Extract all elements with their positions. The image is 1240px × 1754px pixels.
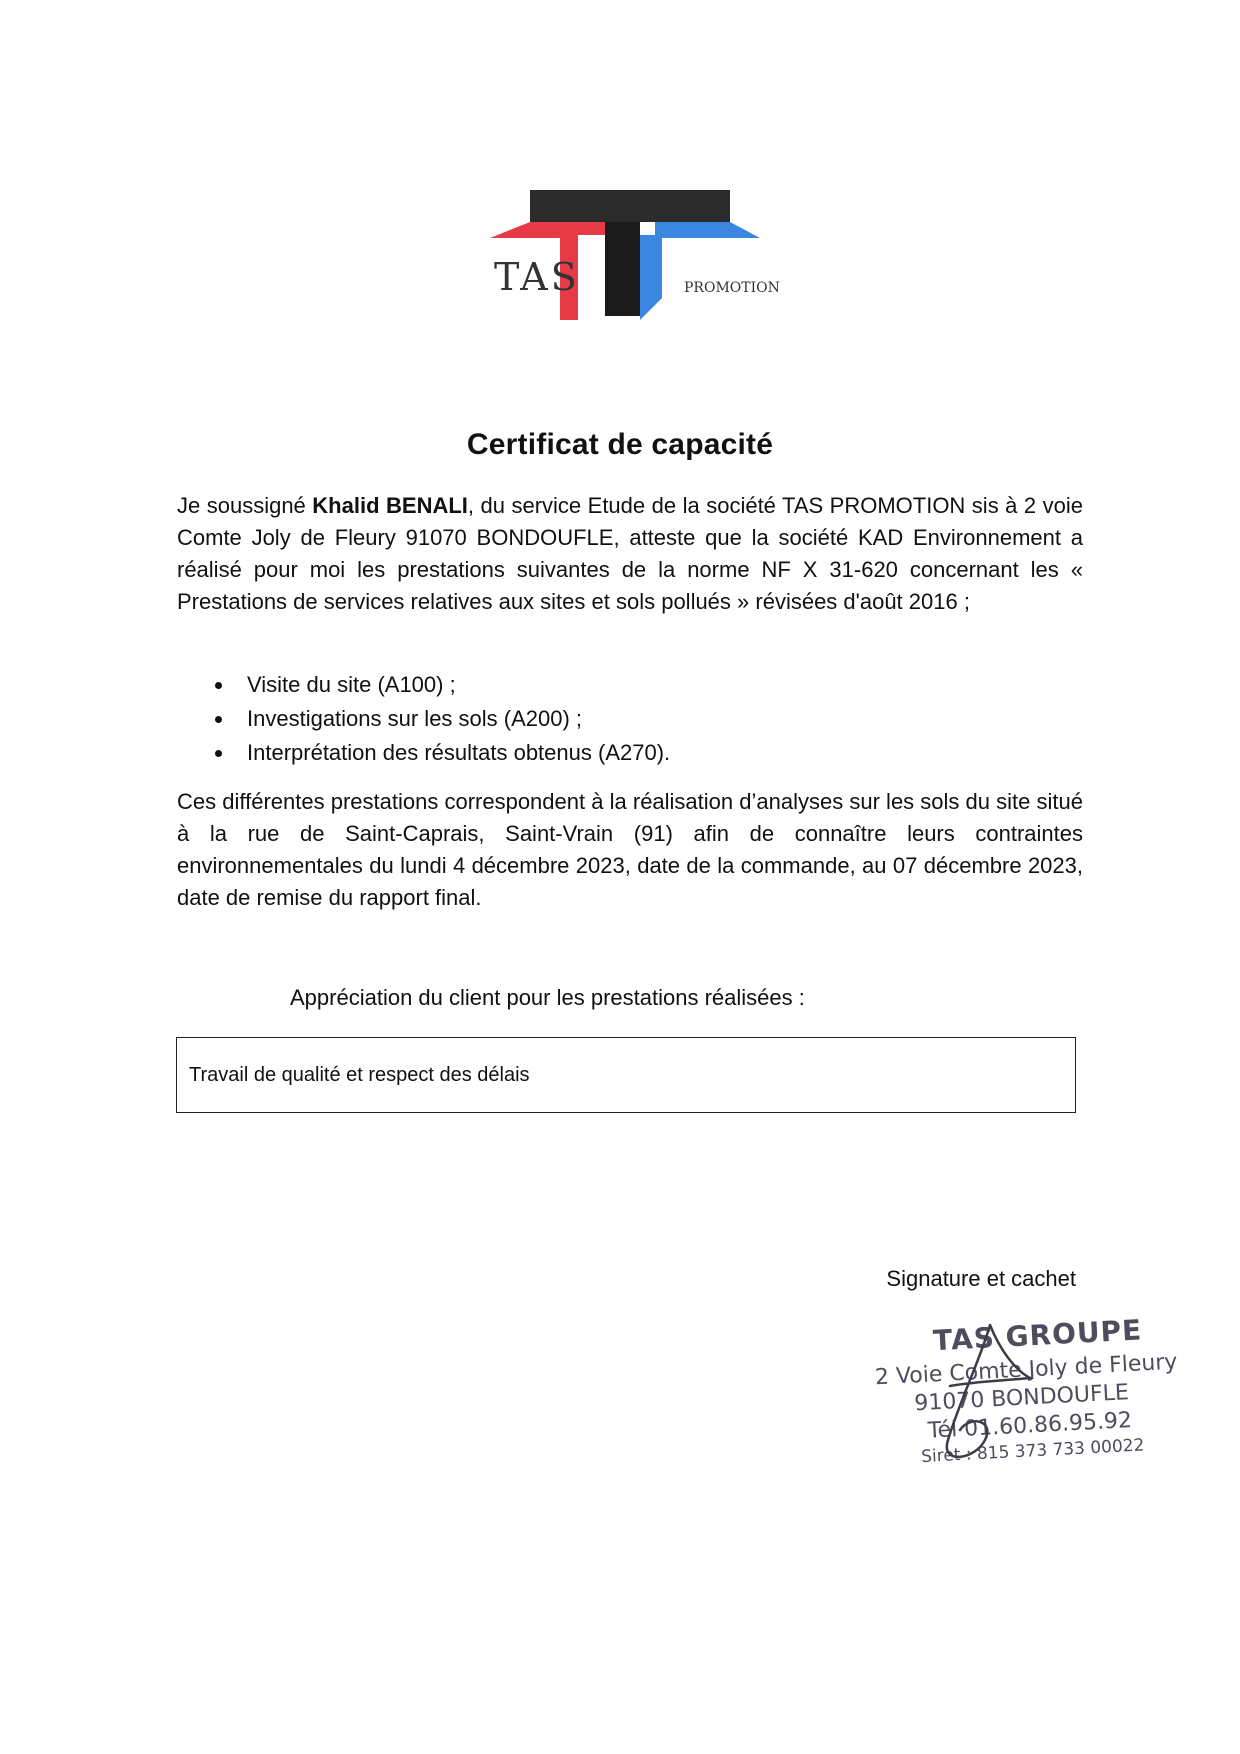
stamp-siret: Siret : 815 373 733 00022 [920, 1435, 1145, 1468]
bullet-icon [215, 750, 222, 757]
list-item-text: Investigations sur les sols (A200) ; [247, 706, 583, 731]
list-item [177, 668, 1083, 702]
tas-logo-graphic [490, 190, 810, 340]
stamp-city: 91070 BONDOUFLE [913, 1380, 1130, 1417]
list-item-text: Visite du site (A100) ; [247, 672, 456, 697]
appreciation-box [176, 1037, 1076, 1113]
list-item-text: Interprétation des résultats obtenus (A270). [247, 740, 671, 765]
list-item [177, 702, 1083, 736]
logo-right-wing [640, 222, 760, 320]
stamp-phone: Tél 01.60.86.95.92 [927, 1408, 1133, 1444]
intro-paragraph [177, 490, 1083, 618]
closing-paragraph: Ces différentes prestations correspondent à la réalisation d’analyses sur les sols du site situé à la rue de Saint-Caprais, Saint-Vrain (91) afin de connaître leurs contraintes environnementales du lundi 4 décembre 2023, date de la commande, au 07 décembre 2023, date de remise du rapport final. [177, 789, 1083, 910]
handwritten-signature [930, 1320, 1040, 1470]
bullet-icon [215, 716, 222, 723]
stamp-company: TAS GROUPE [932, 1313, 1144, 1358]
signature-label: Signature et cachet [886, 1266, 1076, 1291]
company-logo [490, 190, 810, 340]
appreciation-label: Appréciation du client pour les prestations réalisées : [290, 985, 805, 1010]
services-list [177, 668, 1083, 770]
stamp-address: 2 Voie Comte Joly de Fleury [874, 1349, 1179, 1391]
logo-text-tas: TAS [494, 255, 580, 299]
list-item [177, 736, 1083, 770]
intro-rest: , du service Etude de la société TAS PROMOTION sis à 2 voie Comte Joly de Fleury 91070 BONDOUFLE, atteste que la société KAD Environnement a réalisé pour moi les prestations suivantes de la norme NF X 31-620 concernant les « Prestations de services relatives aux sites et sols pollués » révisées d'août 2016 ; [177, 493, 1083, 614]
signatory-name: Khalid BENALI [312, 493, 468, 518]
bullet-icon [215, 682, 222, 689]
intro-prefix: Je soussigné [177, 493, 313, 518]
document-title: Certificat de capacité [466, 428, 774, 461]
logo-text-promotion: PROMOTION [684, 280, 780, 296]
appreciation-text: Travail de qualité et respect des délais [189, 1064, 530, 1086]
logo-stem [605, 222, 640, 316]
logo-top-bar [530, 190, 730, 222]
